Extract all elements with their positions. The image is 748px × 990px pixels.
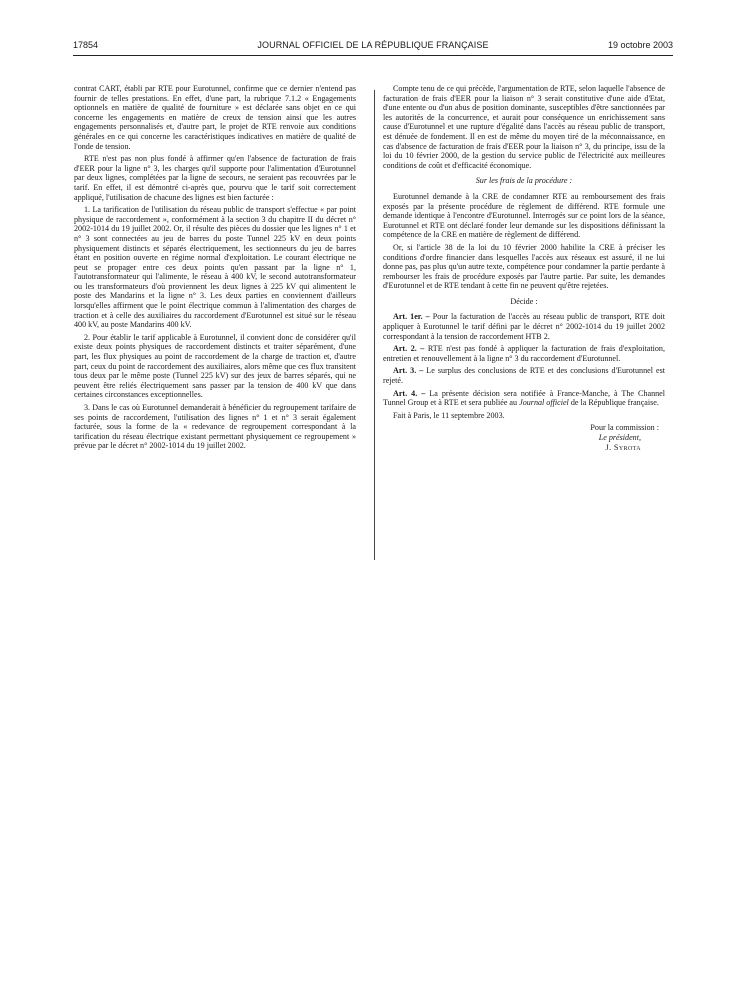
article-text: Pour la facturation de l'accès au réseau public de transport, RTE doit appliquer à Eurotunnel le tarif défini par le décret n° 2002-1014 du 19 juillet 2002 correspondant à la tension de raccordement HTB 2.: [383, 312, 665, 341]
article-1: [383, 312, 665, 341]
article-4: [383, 389, 665, 408]
signature-name: J. Syrota: [605, 442, 641, 452]
signature-title: Le président,: [598, 433, 641, 442]
header-rule: [73, 55, 673, 56]
paragraph: 3. Dans le cas où Eurotunnel demanderait à bénéficier du regroupement tarifaire de ses points de raccordement, l'utilisation des lignes n° 1 et n° 3 serait également facturée, sous la forme de la « redevance de regroupement correspondant à la tarification du réseau électrique existant permettant physiquement ce regroupement » prévue par le décret n° 2002-1014 du 19 juillet 2002.: [74, 403, 356, 451]
article-3: [383, 366, 665, 385]
article-label: Art. 2. –: [393, 344, 425, 354]
issue-date: 19 octobre 2003: [607, 40, 673, 50]
paragraph: contrat CART, établi par RTE pour Eurotunnel, confirme que ce dernier n'entend pas fournir de telles prestations. En effet, d'une part, la rubrique 7.1.2 « Engagements optionnels en matière de qualité de fourniture » est déclarée sans objet en ce qui concerne les engagements en matière de creux de tension ainsi que les autres engagements personnalisés et, d'autre part, le projet de RTE renvoie aux conditions générales en ce qui concerne les caractéristiques indicatives en matière de qualité de l'onde de tension.: [74, 84, 356, 151]
article-text: RTE n'est pas fondé à appliquer la facturation de frais d'exploitation, entretien et renouvellement à la ligne n° 3 du raccordement d'Eurotunnel.: [383, 344, 665, 363]
column-separator: [374, 90, 375, 560]
paragraph: RTE n'est pas non plus fondé à affirmer qu'en l'absence de facturation de frais d'EER pour la ligne n° 3, les charges qu'il supporte pour l'alimentation d'Eurotunnel par deux lignes, complétées par la ligne de secours, ne seraient pas recouvrées par le tarif. En effet, il est démontré ci-après que, pourvu que le tarif soit correctement appliqué, l'utilisation de chacune des lignes est bien facturée :: [74, 154, 356, 202]
page-header: [73, 40, 673, 54]
left-column: [74, 84, 356, 454]
article-label: Art. 1er. –: [393, 312, 430, 322]
journal-name: Journal officiel: [519, 398, 569, 408]
paragraph: Compte tenu de ce qui précède, l'argumentation de RTE, selon laquelle l'absence de facturation de frais d'EER pour la liaison n° 3 serait constitutive d'une aide d'Etat, d'une entente ou d'un abus de position dominante, susceptibles d'être sanctionnées par les autorités de la concurrence, et aurait pour conséquence un enrichissement sans cause d'Eurotunnel et une rupture d'égalité dans l'accès au réseau public de transport, est dénuée de fondement. Il en est de même du moyen tiré de la méconnaissance, en cas d'absence de facturation de frais d'EER pour la liaison n° 3, du principe, issu de la loi du 10 février 2000, de la gestion du service public de l'électricité aux meilleures conditions de coût et d'efficacité économique.: [383, 84, 665, 170]
paragraph: 2. Pour établir le tarif applicable à Eurotunnel, il convient donc de considérer qu'il existe deux points physiques de raccordement distincts et traiter séparément, d'une part, les flux physiques au point de raccordement de la charge de traction et, d'autre part, ceux du point de raccordement des auxiliaires, alors même que ces flux transitent tous deux par le même poste (Tunnel 225 kV) sur des jeux de barres séparés, qui ne peuvent être reliés électriquement sans passer par la tension de 400 kV que dans certaines circonstances exceptionnelles.: [74, 332, 356, 400]
journal-title: JOURNAL OFFICIEL DE LA RÉPUBLIQUE FRANÇAISE: [257, 40, 489, 50]
article-label: Art. 4. –: [393, 388, 426, 398]
signature-line: Pour la commission :: [590, 423, 659, 433]
article-text: La présente décision sera notifiée à France-Manche, à The Channel Tunnel Group et à RTE et sera publiée au: [383, 388, 665, 408]
article-text: Le surplus des conclusions de RTE et des conclusions d'Eurotunnel est rejeté.: [383, 366, 665, 386]
article-2: [383, 344, 665, 363]
paragraph: Eurotunnel demande à la CRE de condamner RTE au remboursement des frais exposés par la présente procédure de règlement de différend. RTE formule une demande identique à l'encontre d'Eurotunnel. Interrogés sur ce point lors de la séance, Eurotunnel et RTE ont déclaré fonder leur demande sur les dispositions définissant la compétence de la CRE en matière de règlement de différend.: [383, 191, 665, 240]
right-column: [383, 84, 665, 452]
paragraph: Or, si l'article 38 de la loi du 10 février 2000 habilite la CRE à préciser les conditions d'ordre financier dans lesquelles l'accès aux réseaux est assuré, il ne lui donne pas, pas plus qu'un autre texte, compétence pour condamner la partie perdante à rembourser les frais de procédure exposés par l'autre partie. Par suite, les demandes d'Eurotunnel et de RTE tendant à cette fin ne peuvent qu'être rejetées.: [383, 242, 665, 291]
paragraph: 1. La tarification de l'utilisation du réseau public de transport s'effectue « par point physique de raccordement », conformément à la section 3 du chapitre II du décret n° 2002-1014 du 19 juillet 2002. Or, il résulte des pièces du dossier que les lignes n° 1 et n° 3 sont connectées au jeu de barres du poste Tunnel 225 kV en deux points physiquement distincts et séparés électriquement, les sectionneurs du jeu de barres étant en position ouverte en régime normal d'exploitation. Le courant électrique ne peut se propager entre ces deux points qu'en passant par la ligne n° 1, l'autotransformateur qui l'alimente, le réseau à 400 kV, le second autotransformateur ou les transformateurs d'où proviennent les deux lignes à 225 kV qui alimentent le poste des Mandarins et la ligne n° 3. Les deux parties en conviennent d'ailleurs lorsqu'elles affirment que le point électrique commun à l'alimentation des charges de traction et à celle des auxiliaires du raccordement d'Eurotunnel est situé sur le réseau 400 kV, au poste Mandarins 400 kV.: [74, 205, 356, 330]
article-label: Art. 3. –: [393, 366, 424, 376]
done-at: Fait à Paris, le 11 septembre 2003.: [393, 410, 505, 420]
section-heading: Sur les frais de la procédure :: [475, 176, 573, 186]
page-number: 17854: [73, 40, 99, 50]
decision-heading: Décide :: [510, 296, 538, 306]
article-text: de la République française.: [568, 398, 659, 408]
